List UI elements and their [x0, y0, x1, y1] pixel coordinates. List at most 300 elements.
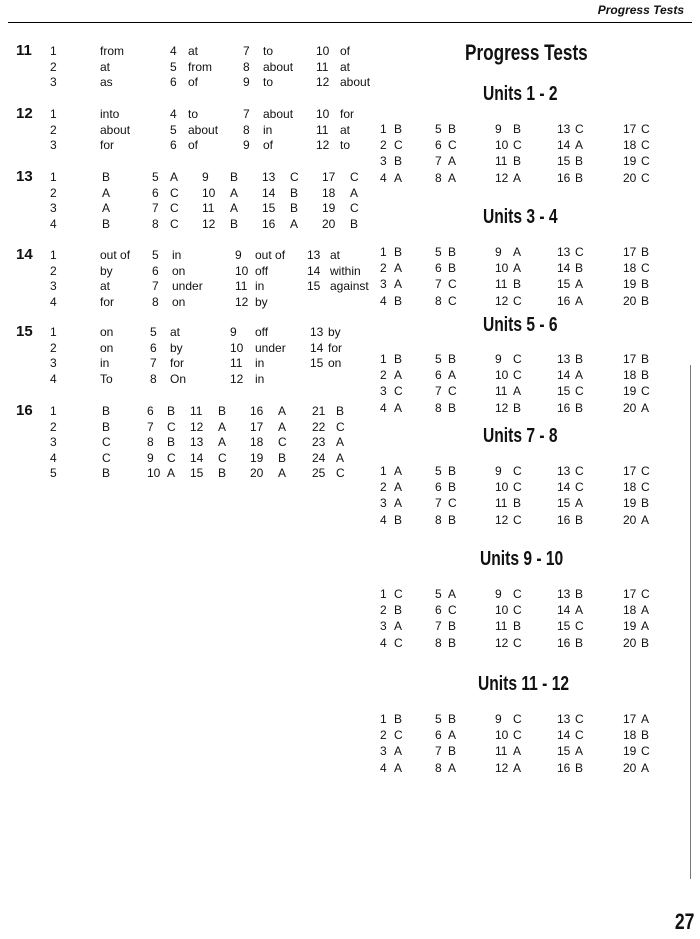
question-number: 9 — [202, 170, 209, 184]
answer-value: about — [263, 107, 294, 121]
question-number: 14 — [557, 480, 571, 495]
answer-value: B — [575, 261, 584, 276]
exercise-number: 15 — [16, 323, 33, 340]
question-number: 6 — [147, 404, 154, 418]
answer-value: C — [170, 185, 179, 200]
question-number: 1 — [50, 325, 57, 339]
answer-value: C — [448, 603, 457, 618]
answer-value: B — [290, 185, 299, 200]
answer-value: A — [336, 450, 345, 465]
question-number: 19 — [623, 384, 637, 399]
question-number: 5 — [435, 122, 442, 136]
answer-value: A — [278, 404, 287, 418]
exercise-number: 11 — [16, 42, 32, 59]
units-1-2-title: Units 1 - 2 — [483, 83, 558, 105]
question-number: 12 — [495, 170, 509, 185]
question-number: 16 — [557, 293, 571, 308]
answer-value: about — [340, 75, 371, 90]
question-number: 12 — [235, 294, 249, 309]
answer-value: A — [394, 464, 403, 478]
answer-value: C — [448, 496, 457, 511]
question-number: 20 — [623, 635, 637, 650]
question-number: 1 — [380, 352, 387, 366]
answer-value: A — [394, 619, 403, 634]
answer-value: A — [350, 185, 359, 200]
question-number: 13 — [262, 170, 276, 184]
question-number: 15 — [557, 154, 571, 169]
answer-value: C — [448, 138, 457, 153]
question-number: 15 — [262, 201, 276, 216]
margin-rule — [690, 365, 691, 879]
answer-value: C — [513, 728, 522, 743]
question-number: 12 — [316, 75, 330, 90]
question-number: 4 — [380, 635, 387, 650]
answer-value: B — [575, 154, 584, 169]
question-number: 10 — [495, 138, 509, 153]
answer-value: out of — [100, 248, 131, 262]
question-number: 13 — [310, 325, 324, 339]
answer-value: of — [263, 138, 274, 153]
answer-value: A — [394, 368, 403, 383]
question-number: 15 — [557, 496, 571, 511]
units-5-6-title: Units 5 - 6 — [483, 314, 558, 336]
question-number: 20 — [623, 512, 637, 527]
answer-value: A — [513, 384, 522, 399]
answer-value: C — [394, 728, 403, 743]
question-number: 8 — [435, 512, 442, 527]
question-number: 12 — [495, 512, 509, 527]
question-number: 18 — [623, 261, 637, 276]
answer-value: to — [340, 138, 351, 153]
question-number: 13 — [557, 464, 571, 478]
answer-value: C — [394, 138, 403, 153]
answer-value: in — [255, 356, 265, 371]
question-number: 1 — [380, 464, 387, 478]
question-number: 10 — [495, 480, 509, 495]
question-number: 4 — [380, 512, 387, 527]
answer-value: A — [641, 712, 650, 726]
question-number: 13 — [557, 712, 571, 726]
exercise-15-answers — [16, 323, 343, 387]
answer-value: B — [394, 512, 403, 527]
answer-value: B — [448, 635, 457, 650]
question-number: 2 — [380, 480, 387, 495]
answer-value: by — [328, 325, 341, 339]
question-number: 2 — [50, 185, 57, 200]
question-number: 6 — [170, 138, 177, 153]
question-number: 15 — [310, 356, 324, 371]
answer-value: C — [641, 154, 650, 169]
header-rule — [8, 22, 692, 23]
question-number: 10 — [147, 466, 161, 481]
answer-value: from — [100, 44, 124, 58]
question-number: 3 — [50, 201, 57, 216]
question-number: 2 — [380, 603, 387, 618]
question-number: 2 — [380, 728, 387, 743]
question-number: 4 — [50, 450, 57, 465]
answer-value: B — [448, 122, 457, 136]
question-number: 13 — [557, 587, 571, 601]
answer-value: C — [575, 245, 584, 259]
answer-value: A — [102, 185, 111, 200]
exercise-16-answers — [16, 402, 345, 482]
answer-value: in — [255, 279, 265, 294]
answer-value: A — [218, 419, 227, 434]
answer-value: A — [394, 744, 403, 759]
question-number: 14 — [557, 603, 571, 618]
question-number: 20 — [623, 170, 637, 185]
question-number: 7 — [243, 107, 250, 121]
answer-value: on — [100, 340, 114, 355]
answer-value: C — [336, 419, 345, 434]
question-number: 3 — [380, 619, 387, 634]
answer-value: to — [188, 107, 199, 121]
answer-value: about — [100, 122, 131, 137]
answer-value: C — [641, 170, 650, 185]
answer-value: B — [230, 216, 239, 231]
question-number: 10 — [495, 261, 509, 276]
question-number: 2 — [380, 261, 387, 276]
question-number: 15 — [307, 279, 321, 294]
question-number: 6 — [435, 368, 442, 383]
answer-value: B — [394, 122, 403, 136]
question-number: 5 — [435, 587, 442, 601]
question-number: 8 — [435, 760, 442, 775]
question-number: 9 — [243, 138, 250, 153]
question-number: 14 — [557, 261, 571, 276]
answer-value: B — [394, 712, 403, 726]
question-number: 19 — [322, 201, 336, 216]
exercise-12-answers — [16, 105, 355, 154]
question-number: 15 — [557, 619, 571, 634]
question-number: 18 — [623, 368, 637, 383]
question-number: 5 — [435, 352, 442, 366]
answer-value: B — [641, 293, 650, 308]
question-number: 19 — [623, 619, 637, 634]
answer-value: off — [255, 325, 269, 339]
answer-value: A — [102, 201, 111, 216]
answer-value: C — [513, 587, 522, 601]
question-number: 3 — [380, 154, 387, 169]
question-number: 7 — [435, 384, 442, 399]
answer-value: A — [513, 760, 522, 775]
question-number: 14 — [307, 263, 321, 278]
answer-value: for — [340, 107, 355, 121]
answer-value: at — [100, 279, 111, 294]
exercise-number: 16 — [16, 402, 33, 419]
question-number: 3 — [50, 356, 57, 371]
question-number: 15 — [557, 384, 571, 399]
question-number: 5 — [152, 170, 159, 184]
question-number: 18 — [623, 480, 637, 495]
answer-value: A — [448, 170, 457, 185]
answer-value: B — [102, 170, 111, 184]
question-number: 17 — [623, 712, 637, 726]
answer-value: C — [170, 216, 179, 231]
question-number: 23 — [312, 435, 326, 450]
answer-value: off — [255, 263, 269, 278]
question-number: 18 — [322, 185, 336, 200]
answer-value: about — [263, 59, 294, 74]
question-number: 5 — [152, 248, 159, 262]
answer-value: for — [100, 138, 115, 153]
question-number: 8 — [152, 216, 159, 231]
question-number: 19 — [250, 450, 264, 465]
question-number: 20 — [250, 466, 264, 481]
question-number: 25 — [312, 466, 326, 481]
question-number: 3 — [380, 496, 387, 511]
answer-value: A — [575, 368, 584, 383]
answer-value: B — [448, 480, 457, 495]
answer-value: A — [278, 419, 287, 434]
answer-value: A — [513, 245, 522, 259]
question-number: 12 — [316, 138, 330, 153]
question-number: 11 — [495, 744, 508, 759]
question-number: 5 — [150, 325, 157, 339]
question-number: 14 — [557, 138, 571, 153]
question-number: 16 — [557, 512, 571, 527]
answer-value: C — [513, 480, 522, 495]
question-number: 7 — [152, 201, 159, 216]
question-number: 9 — [147, 450, 154, 465]
question-number: 16 — [250, 404, 264, 418]
answer-value: of — [188, 138, 199, 153]
answer-value: by — [170, 340, 183, 355]
question-number: 19 — [623, 496, 637, 511]
answer-value: B — [513, 122, 522, 136]
question-number: 2 — [50, 122, 57, 137]
answer-value: C — [641, 261, 650, 276]
answer-value: B — [575, 400, 584, 415]
answer-value: B — [641, 635, 650, 650]
question-number: 11 — [235, 279, 248, 294]
answer-value: C — [513, 635, 522, 650]
answer-value: B — [230, 170, 239, 184]
answer-value: C — [448, 384, 457, 399]
units-3-4-title: Units 3 - 4 — [483, 206, 558, 228]
running-head: Progress Tests — [597, 3, 684, 17]
answer-value: A — [394, 760, 403, 775]
answer-value: C — [513, 512, 522, 527]
answer-value: B — [102, 404, 111, 418]
question-number: 24 — [312, 450, 326, 465]
answer-value: B — [394, 603, 403, 618]
page-number: 27 — [674, 909, 694, 934]
answer-value: at — [170, 325, 181, 339]
answer-value: B — [448, 464, 457, 478]
question-number: 8 — [435, 635, 442, 650]
question-number: 7 — [435, 277, 442, 292]
question-number: 11 — [495, 154, 508, 169]
answer-value: A — [513, 261, 522, 276]
answer-value: A — [394, 261, 403, 276]
answer-value: A — [641, 603, 650, 618]
answer-value: C — [278, 435, 287, 450]
answer-value: B — [513, 496, 522, 511]
question-number: 2 — [50, 59, 57, 74]
question-number: 11 — [202, 201, 215, 216]
answer-value: B — [218, 466, 227, 481]
question-number: 1 — [380, 245, 387, 259]
answer-value: C — [575, 464, 584, 478]
answer-value: C — [513, 712, 522, 726]
answer-value: B — [278, 450, 287, 465]
answer-value: A — [575, 603, 584, 618]
answer-value: for — [100, 294, 115, 309]
answer-value: B — [575, 635, 584, 650]
question-number: 15 — [557, 277, 571, 292]
answer-value: To — [100, 371, 113, 386]
question-number: 17 — [623, 464, 637, 478]
answer-value: B — [575, 352, 584, 366]
question-number: 12 — [495, 635, 509, 650]
question-number: 1 — [50, 107, 57, 121]
exercise-14-answers — [16, 246, 369, 310]
question-number: 3 — [50, 279, 57, 294]
answer-value: of — [188, 75, 199, 90]
question-number: 1 — [380, 587, 387, 601]
answer-value: B — [641, 368, 650, 383]
answer-value: by — [255, 294, 268, 309]
question-number: 10 — [202, 185, 216, 200]
question-number: 1 — [380, 712, 387, 726]
answer-value: B — [513, 277, 522, 292]
question-number: 5 — [170, 122, 177, 137]
question-number: 1 — [50, 404, 57, 418]
question-number: 6 — [170, 75, 177, 90]
question-number: 13 — [190, 435, 204, 450]
answer-value: C — [641, 744, 650, 759]
question-number: 4 — [380, 170, 387, 185]
question-number: 11 — [495, 619, 508, 634]
question-number: 5 — [170, 59, 177, 74]
question-number: 7 — [435, 154, 442, 169]
exercise-number: 14 — [16, 246, 33, 263]
answer-value: within — [330, 263, 361, 278]
question-number: 11 — [316, 122, 329, 137]
question-number: 6 — [435, 480, 442, 495]
answer-value: B — [448, 245, 457, 259]
question-number: 4 — [50, 294, 57, 309]
answer-value: C — [167, 450, 176, 465]
question-number: 17 — [623, 245, 637, 259]
question-number: 10 — [235, 263, 249, 278]
answer-value: B — [448, 619, 457, 634]
answer-value: B — [336, 404, 345, 418]
answer-value: B — [394, 245, 403, 259]
question-number: 7 — [435, 496, 442, 511]
answer-value: at — [100, 59, 111, 74]
answer-value: out of — [255, 248, 286, 262]
answer-value: A — [575, 277, 584, 292]
question-number: 5 — [435, 712, 442, 726]
question-number: 8 — [243, 59, 250, 74]
answer-value: A — [394, 400, 403, 415]
exercise-number: 13 — [16, 168, 33, 185]
question-number: 3 — [380, 384, 387, 399]
question-number: 6 — [150, 340, 157, 355]
question-number: 5 — [435, 464, 442, 478]
question-number: 7 — [152, 279, 159, 294]
units-7-8-title: Units 7 - 8 — [483, 425, 558, 447]
answer-value: C — [394, 384, 403, 399]
question-number: 10 — [316, 44, 330, 58]
question-number: 3 — [380, 744, 387, 759]
answer-value: C — [575, 728, 584, 743]
question-number: 15 — [190, 466, 204, 481]
question-number: 12 — [495, 400, 509, 415]
answer-value: B — [641, 277, 650, 292]
answer-value: A — [230, 201, 239, 216]
question-number: 12 — [495, 760, 509, 775]
answer-value: A — [513, 170, 522, 185]
answer-value: A — [575, 293, 584, 308]
answer-value: C — [513, 138, 522, 153]
answer-value: on — [172, 294, 186, 309]
answer-value: C — [513, 603, 522, 618]
question-number: 1 — [50, 44, 57, 58]
answer-value: A — [218, 435, 227, 450]
question-number: 6 — [152, 263, 159, 278]
question-number: 12 — [190, 419, 204, 434]
answer-value: On — [170, 371, 187, 386]
question-number: 18 — [623, 138, 637, 153]
question-number: 22 — [312, 419, 326, 434]
answer-value: C — [394, 587, 403, 601]
answer-value: A — [394, 277, 403, 292]
question-number: 8 — [435, 293, 442, 308]
question-number: 18 — [623, 728, 637, 743]
question-number: 5 — [435, 245, 442, 259]
question-number: 1 — [380, 122, 387, 136]
answer-value: by — [100, 263, 113, 278]
units-9-10-title: Units 9 - 10 — [480, 548, 564, 570]
question-number: 17 — [623, 122, 637, 136]
answer-value: C — [513, 368, 522, 383]
answer-value: at — [340, 59, 351, 74]
answer-value: in — [172, 248, 182, 262]
question-number: 8 — [150, 371, 157, 386]
answer-value: C — [641, 138, 650, 153]
question-number: 11 — [495, 496, 508, 511]
answer-value: B — [102, 466, 111, 481]
question-number: 3 — [380, 277, 387, 292]
question-number: 8 — [243, 122, 250, 137]
answer-value: at — [330, 248, 341, 262]
question-number: 4 — [380, 760, 387, 775]
answer-value: B — [102, 216, 111, 231]
answer-value: C — [513, 293, 522, 308]
answer-value: from — [188, 59, 212, 74]
answer-value: about — [188, 122, 219, 137]
answer-value: C — [167, 419, 176, 434]
answer-value: A — [575, 744, 584, 759]
answer-value: A — [230, 185, 239, 200]
question-number: 5 — [50, 466, 57, 481]
question-number: 13 — [557, 122, 571, 136]
answer-value: C — [575, 480, 584, 495]
answer-value: under — [172, 279, 203, 294]
answer-value: B — [394, 352, 403, 366]
progress-tests-title: Progress Tests — [465, 40, 588, 65]
answer-value: B — [641, 728, 650, 743]
answer-value: C — [336, 466, 345, 481]
answer-value: A — [394, 170, 403, 185]
question-number: 12 — [230, 371, 244, 386]
answer-value: A — [394, 496, 403, 511]
answer-value: A — [290, 216, 299, 231]
answer-value: B — [641, 245, 650, 259]
